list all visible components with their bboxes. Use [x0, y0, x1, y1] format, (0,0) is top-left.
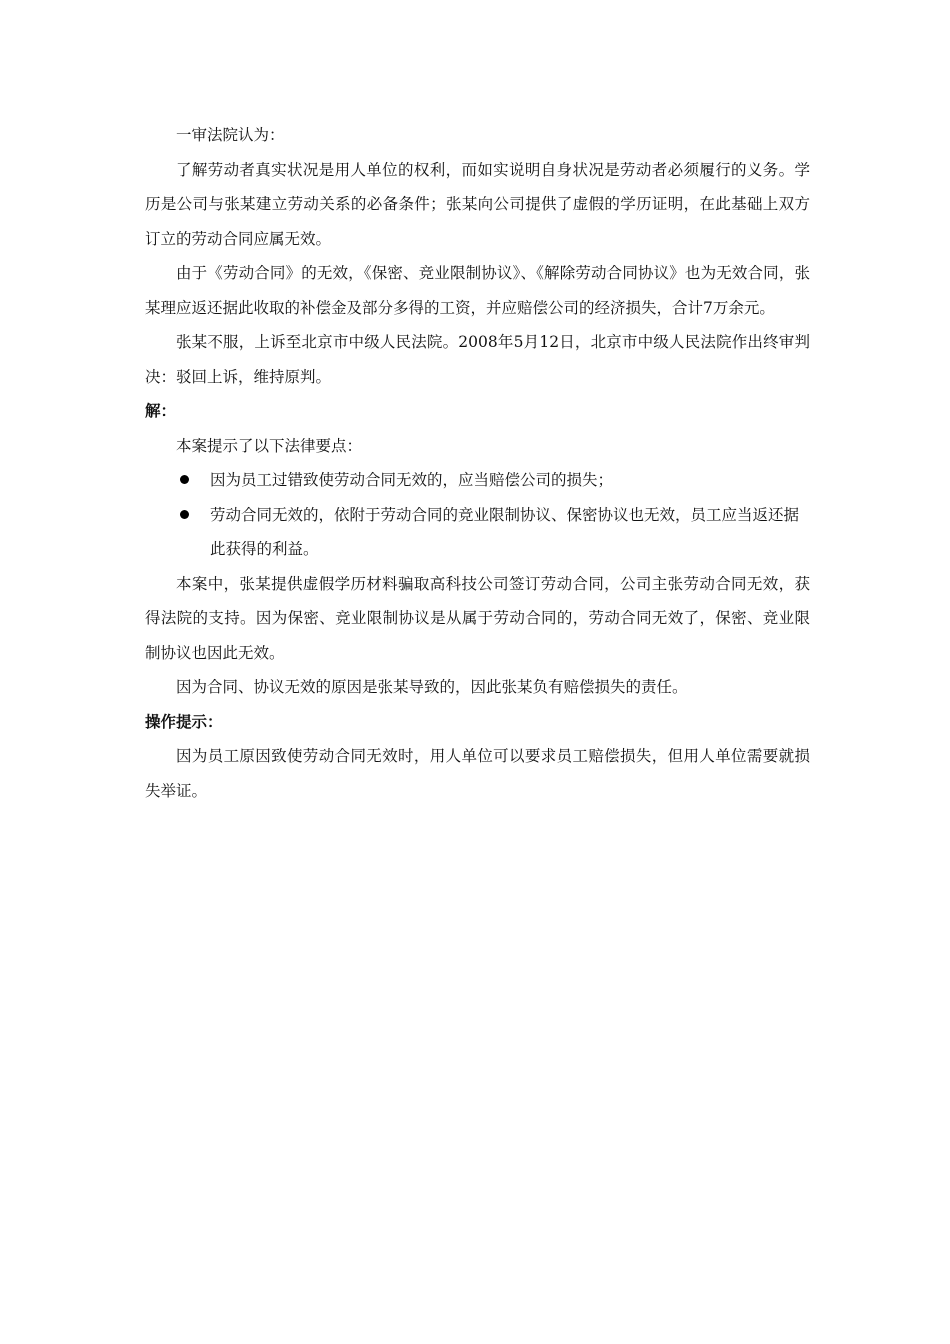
- bullet-icon: [180, 475, 189, 484]
- list-item: [145, 498, 810, 567]
- document-body: [145, 118, 810, 808]
- paragraph-court-opinion-intro: 一审法院认为：: [176, 126, 285, 144]
- list-item-text: 劳动合同无效的，依附于劳动合同的竞业限制协议、保密协议也无效，员工应当返还据此获得的利益。: [210, 505, 800, 558]
- heading-operation-tips: 操作提示：: [145, 712, 223, 731]
- paragraph-appeal: 张某不服，上诉至北京市中级人民法院。2008年5月12日，北京市中级人民法院作出终审判决：驳回上诉，维持原判。: [145, 333, 810, 386]
- paragraph-liability: 因为合同、协议无效的原因是张某导致的，因此张某负有赔偿损失的责任。: [176, 678, 688, 696]
- list-item-text: 因为员工过错致使劳动合同无效的，应当赔偿公司的损失；: [210, 471, 614, 489]
- heading-solution: 解：: [145, 402, 177, 420]
- list-item: [145, 463, 810, 498]
- paragraph-key-points-intro: 本案提示了以下法律要点：: [176, 436, 363, 455]
- paragraph-tip: 因为员工原因致使劳动合同无效时，用人单位可以要求员工赔偿损失，但用人单位需要就损失举证。: [145, 747, 810, 800]
- bullet-icon: [180, 510, 189, 519]
- paragraph-right-to-know: 了解劳动者真实状况是用人单位的权利，而如实说明自身状况是劳动者必须履行的义务。学历是公司与张某建立劳动关系的必备条件；张某向公司提供了虚假的学历证明，在此基础上双方订立的劳动合同应属无效。: [145, 160, 810, 248]
- paragraph-case-analysis: 本案中，张某提供虚假学历材料骗取高科技公司签订劳动合同，公司主张劳动合同无效，获得法院的支持。因为保密、竞业限制协议是从属于劳动合同的，劳动合同无效了，保密、竞业限制协议也因此无效。: [145, 574, 810, 662]
- key-points-list: [145, 463, 810, 567]
- paragraph-invalid-contracts: 由于《劳动合同》的无效，《保密、竞业限制协议》、《解除劳动合同协议》也为无效合同，张某理应返还据此收取的补偿金及部分多得的工资，并应赔偿公司的经济损失，合计7万余元。: [145, 264, 810, 317]
